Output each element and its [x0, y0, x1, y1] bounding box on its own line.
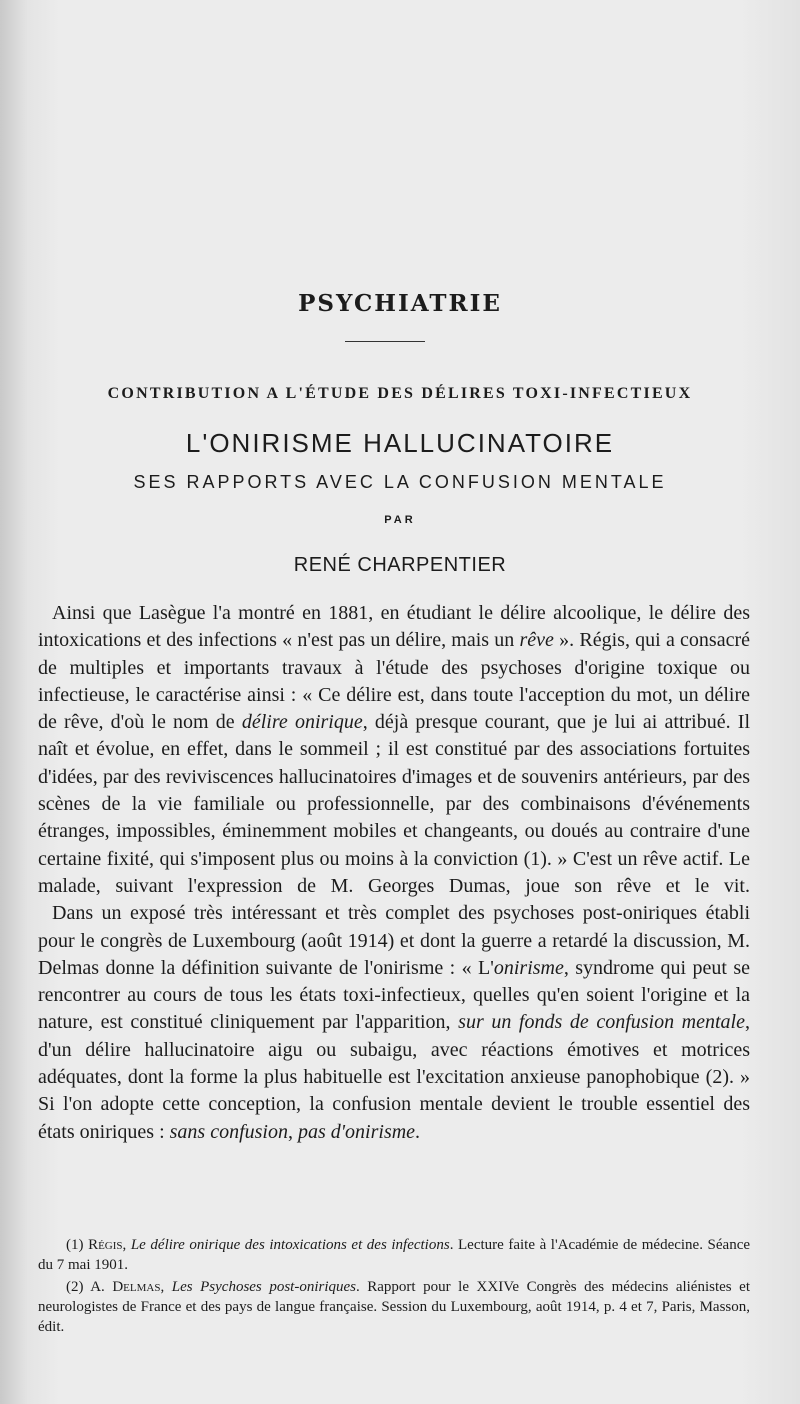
p2-emphasis-2: sur un fonds de confusion mentale [458, 1011, 745, 1034]
article-body [38, 600, 750, 1146]
contribution-heading: CONTRIBUTION A L'ÉTUDE DES DÉLIRES TOXI-INFECTIEUX [107, 385, 693, 402]
p2-text-d: , [287, 1120, 298, 1143]
footnote-1 [38, 1235, 750, 1275]
paragraph-2 [38, 900, 750, 1146]
fn2-number: (2) A. [66, 1279, 113, 1295]
fn2-separator: , [160, 1279, 172, 1295]
footnotes [38, 1235, 750, 1339]
p1-text-b: ». Régis, qui a consacré de multiples et importants travaux à l'étude des psychoses d'origine toxique ou infectieuse, le caractérise ainsi : « Ce délire est, dans toute l'acception du mot, un délire de rêve, d'où le nom de [38, 629, 750, 734]
byline-par: PAR [384, 514, 416, 526]
p2-emphasis-1: onirisme [493, 956, 564, 979]
p1-text-c: , déjà presque courant, que je lui ai attribué. Il naît et évolue, en effet, dans le sommeil ; il est constitué par des associations fortuites d'idées, par des reviviscences hallucinatoires d'images et de souvenirs antérieurs, par des scènes de la vie familiale ou professionnelle, par des combinaisons d'événements étranges, impossibles, éminemment mobiles et changeants, ou doués au contraire d'une certaine fixité, qui s'imposent plus ou moins à la conviction (1). » C'est un rêve actif. Le malade, suivant l'expression de M. Georges Dumas, joue son rêve et le vit. [38, 711, 751, 897]
p1-emphasis-1: rêve [519, 629, 554, 652]
p2-text-e: . [415, 1120, 421, 1143]
article-title: L'ONIRISME HALLUCINATOIRE [185, 428, 615, 458]
paragraph-1 [38, 600, 750, 900]
p2-emphasis-4: pas d'onirisme [297, 1120, 416, 1143]
p2-text-b: , syndrome qui peut se rencontrer au cours de tous les états toxi-infectieux, quelles qu'en soient l'origine et la nature, est constitué cliniquement par l'apparition, [38, 956, 750, 1034]
p1-text-a: Ainsi que Lasègue l'a montré en 1881, en étudiant le délire alcoolique, le délire des intoxications et des infections « n'est pas un délire, mais un [38, 602, 750, 652]
p2-text-c: , d'un délire hallucinatoire aigu ou subaigu, avec réactions émotives et motrices adéquates, dont la forme la plus habituelle est l'excitation anxieuse panophobique (2). » Si l'on adopte cette conception, la confusion mentale devient le trouble essentiel des états oniriques : [38, 1011, 750, 1143]
author-name: RENÉ CHARPENTIER [293, 554, 507, 576]
p1-emphasis-2: délire onirique [241, 711, 363, 734]
fn1-number: (1) [66, 1237, 89, 1253]
fn1-author: Régis [88, 1237, 123, 1253]
p2-emphasis-3: sans confusion [169, 1120, 288, 1143]
fn2-rest: . Rapport pour le XXIVe Congrès des médecins aliénistes et neurologistes de France et des pays de langue française. Session du Luxembourg, août 1914, p. 4 et 7, Paris, Masson, édit. [38, 1279, 750, 1335]
title-rule [345, 341, 425, 342]
fn2-title: Les Psychoses post-oniriques [171, 1279, 356, 1295]
section-title: PSYCHIATRIE [298, 290, 502, 317]
fn1-separator: , [122, 1237, 131, 1253]
article-subtitle: SES RAPPORTS AVEC LA CONFUSION MENTALE [133, 472, 667, 492]
fn2-author: Delmas [112, 1279, 161, 1295]
fn1-title: Le délire onirique des intoxications et des infections [130, 1237, 450, 1253]
footnote-2 [38, 1277, 750, 1337]
p2-text-a: Dans un exposé très intéressant et très complet des psychoses post-oniriques établi pour le congrès de Luxembourg (août 1914) et dont la guerre a retardé la discussion, M. Delmas donne la définition suivante de l'onirisme : « L' [38, 902, 750, 979]
fn1-rest: . Lecture faite à l'Académie de médecine. Séance du 7 mai 1901. [38, 1237, 751, 1273]
